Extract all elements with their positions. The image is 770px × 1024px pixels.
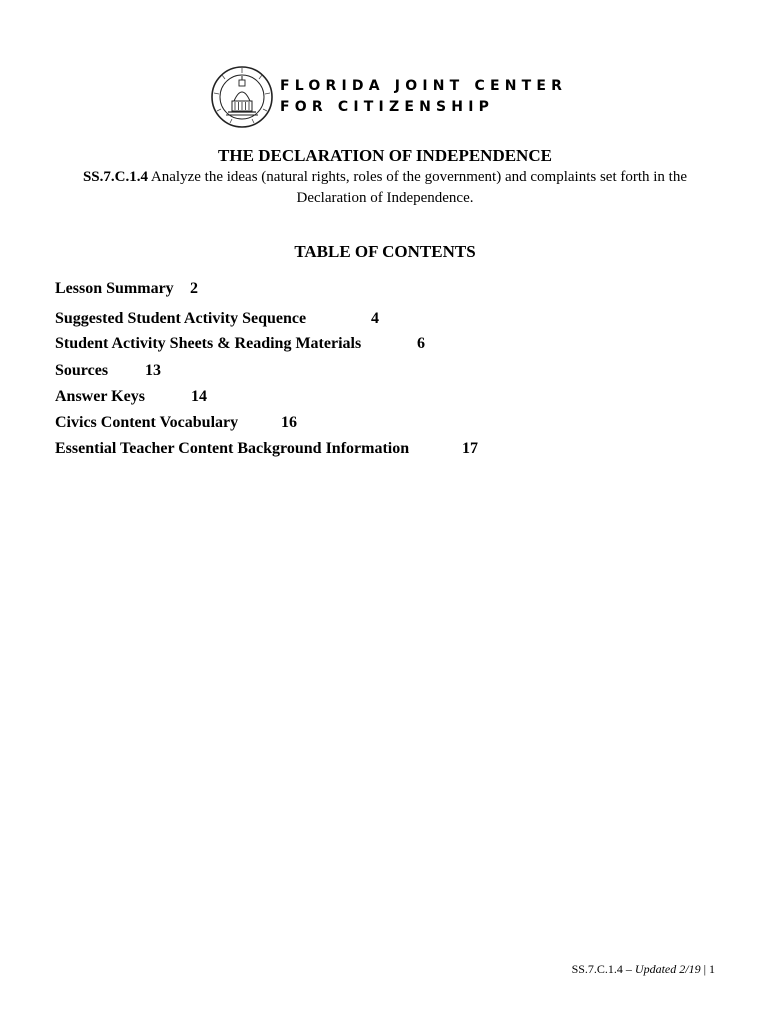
toc-item-page: 4 [371, 310, 379, 327]
toc-item-background-info[interactable] [55, 440, 478, 458]
standard-text: Analyze the ideas (natural rights, roles of the government) and complaints set forth in the Declaration of Independence. [148, 169, 688, 206]
standard-description [50, 167, 720, 209]
footer-page-number: | 1 [700, 962, 715, 976]
toc-item-label: Civics Content Vocabulary [55, 414, 239, 431]
toc-item-page: 14 [191, 388, 207, 405]
toc-heading: TABLE OF CONTENTS [294, 242, 476, 261]
toc-item-vocabulary[interactable] [55, 414, 297, 432]
footer-code: SS.7.C.1.4 – [571, 962, 635, 976]
organization-name [280, 76, 567, 118]
toc-item-label: Sources [55, 362, 109, 379]
document-title: THE DECLARATION OF INDEPENDENCE [218, 146, 552, 165]
toc-item-label: Suggested Student Activity Sequence [55, 310, 307, 327]
toc-item-suggested-sequence[interactable] [55, 310, 379, 328]
toc-item-label: Student Activity Sheets & Reading Materials [55, 335, 362, 352]
toc-item-page: 16 [281, 414, 297, 431]
standard-code: SS.7.C.1.4 [82, 169, 148, 185]
org-name-line-1: FLORIDA JOINT CENTER [280, 78, 568, 94]
org-name-line-2: FOR CITIZENSHIP [280, 99, 495, 115]
toc-item-label: Lesson Summary [55, 280, 174, 297]
page-footer [572, 962, 715, 977]
toc-item-page: 17 [462, 440, 478, 457]
toc-item-lesson-summary[interactable] [55, 280, 198, 298]
toc-item-activity-sheets[interactable] [55, 335, 425, 353]
page-header [210, 64, 567, 130]
toc-item-page: 13 [145, 362, 161, 379]
florida-joint-center-seal-icon [210, 65, 274, 129]
footer-updated: Updated 2/19 [634, 962, 701, 976]
toc-item-page: 2 [190, 280, 198, 297]
toc-item-answer-keys[interactable] [55, 388, 207, 406]
toc-item-page: 6 [417, 335, 425, 352]
toc-item-sources[interactable] [55, 362, 161, 380]
toc-item-label: Answer Keys [55, 388, 145, 405]
toc-item-label: Essential Teacher Content Background Information [55, 440, 410, 457]
